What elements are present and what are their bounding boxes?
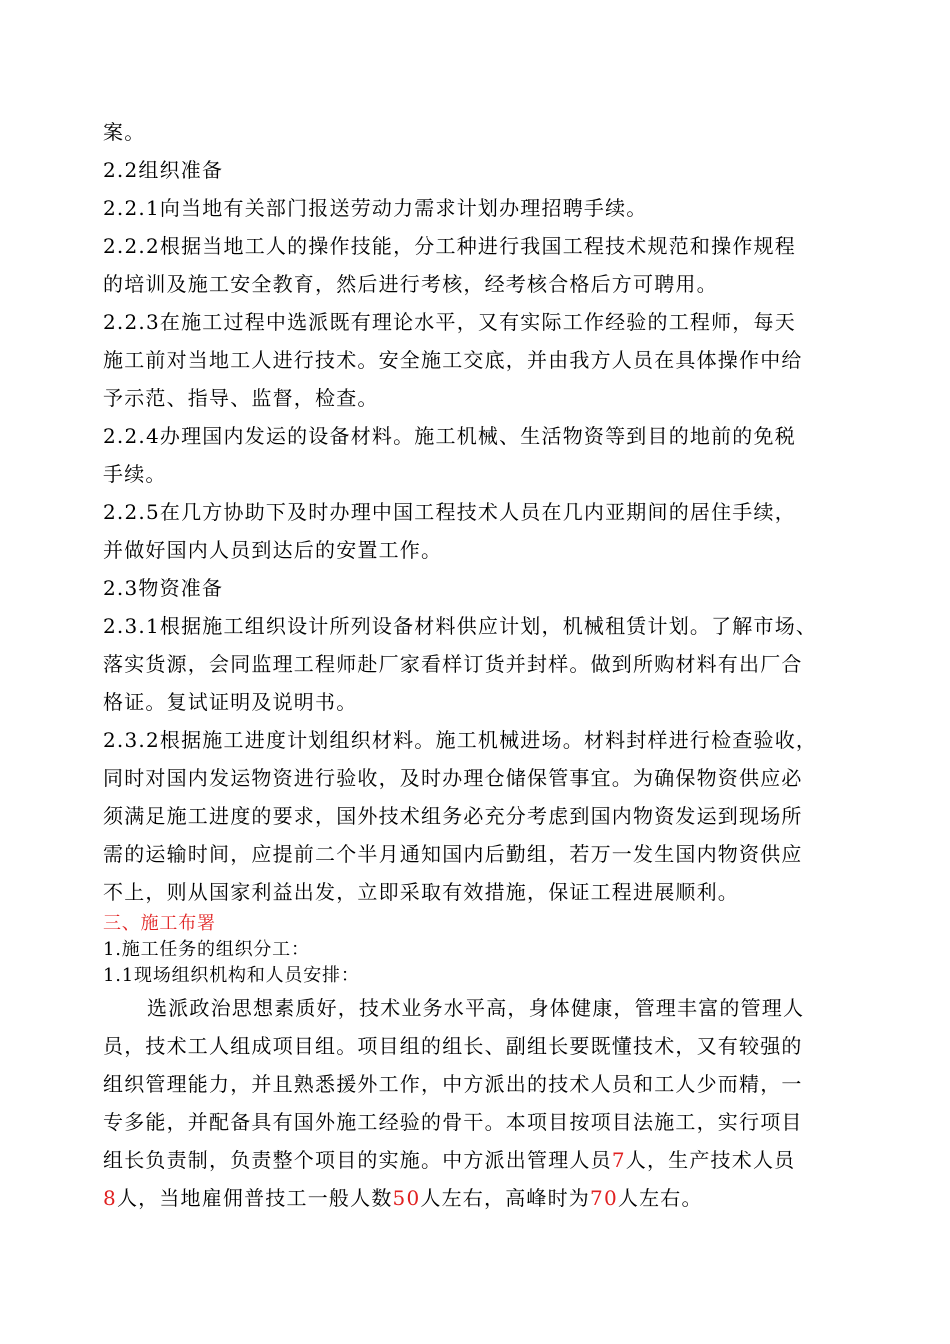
text-line: 落实货源，会同监理工程师赴厂家看样订货并封样。做到所购材料有出厂合 bbox=[103, 652, 803, 676]
section-heading-2-3: 2.3物资准备 bbox=[103, 576, 224, 600]
paragraph-line: 选派政治思想素质好，技术业务水平高，身体健康，管理丰富的管理人 bbox=[147, 996, 805, 1020]
text-line: 不上，则从国家利益出发，立即采取有效措施，保证工程进展顺利。 bbox=[103, 880, 739, 904]
paragraph-line-with-count bbox=[103, 1141, 843, 1179]
text-line: 2.2.5在几方协助下及时办理中国工程技术人员在几内亚期间的居住手续， bbox=[103, 500, 796, 524]
peak-worker-count: 70 bbox=[590, 1186, 618, 1210]
text-line: 案。 bbox=[103, 120, 146, 144]
chapter-heading-3: 三、施工布署 bbox=[103, 913, 216, 934]
text-line: 2.2.3在施工过程中选派既有理论水平，又有实际工作经验的工程师，每天 bbox=[103, 310, 796, 334]
text-line: 2.3.2根据施工进度计划组织材料。施工机械进场。材料封样进行检查验收， bbox=[103, 728, 818, 752]
paragraph-line: 员，技术工人组成项目组。项目组的组长、副组长要既懂技术，又有较强的 bbox=[103, 1034, 803, 1058]
section-heading-2-2: 2.2组织准备 bbox=[103, 158, 224, 182]
text-line: 手续。 bbox=[103, 462, 167, 486]
text-line: 2.2.4办理国内发运的设备材料。施工机械、生活物资等到目的地前的免税 bbox=[103, 424, 796, 448]
text-line: 须满足施工进度的要求，国外技术组务必充分考虑到国内物资发运到现场所 bbox=[103, 804, 803, 828]
text-line: 的培训及施工安全教育，然后进行考核，经考核合格后方可聘用。 bbox=[103, 272, 718, 296]
text-line: 2.3.1根据施工组织设计所列设备材料供应计划，机械租赁计划。了解市场、 bbox=[103, 614, 818, 638]
text-line: 同时对国内发运物资进行验收，及时办理仓储保管事宜。为确保物资供应必 bbox=[103, 766, 803, 790]
text-line: 格证。复试证明及说明书。 bbox=[103, 690, 358, 714]
text-line: 施工前对当地工人进行技术。安全施工交底，并由我方人员在具体操作中给 bbox=[103, 348, 803, 372]
normal-worker-count: 50 bbox=[392, 1186, 421, 1210]
paragraph-text: 人，生产技术人员 bbox=[625, 1148, 796, 1172]
paragraph-text: 人，当地雇佣普技工一般人数 bbox=[116, 1186, 393, 1210]
paragraph-line: 组织管理能力，并且熟悉援外工作，中方派出的技术人员和工人少而精，一 bbox=[103, 1072, 803, 1096]
technical-staff-count: 8 bbox=[103, 1186, 117, 1210]
text-line: 予示范、指导、监督，检查。 bbox=[103, 386, 379, 410]
text-line: 2.2.2根据当地工人的操作技能，分工种进行我国工程技术规范和操作规程 bbox=[103, 234, 796, 258]
paragraph-line: 专多能，并配备具有国外施工经验的骨干。本项目按项目法施工，实行项目 bbox=[103, 1110, 803, 1134]
paragraph-line-with-counts bbox=[103, 1179, 843, 1217]
paragraph-text: 人左右。 bbox=[617, 1186, 703, 1210]
text-line: 需的运输时间，应提前二个半月通知国内后勤组，若万一发生国内物资供应 bbox=[103, 842, 803, 866]
subheading-1-1: 1.1现场组织机构和人员安排： bbox=[103, 965, 360, 986]
paragraph-text: 组长负责制，负责整个项目的实施。中方派出管理人员 bbox=[103, 1148, 612, 1172]
management-staff-count: 7 bbox=[611, 1148, 626, 1172]
paragraph-text: 人左右，高峰时为 bbox=[420, 1186, 591, 1210]
document-page bbox=[103, 113, 843, 1217]
text-line: 2.2.1向当地有关部门报送劳动力需求计划办理招聘手续。 bbox=[103, 196, 648, 220]
subheading-1: 1.施工任务的组织分工： bbox=[103, 939, 310, 960]
text-line: 并做好国内人员到达后的安置工作。 bbox=[103, 538, 443, 562]
